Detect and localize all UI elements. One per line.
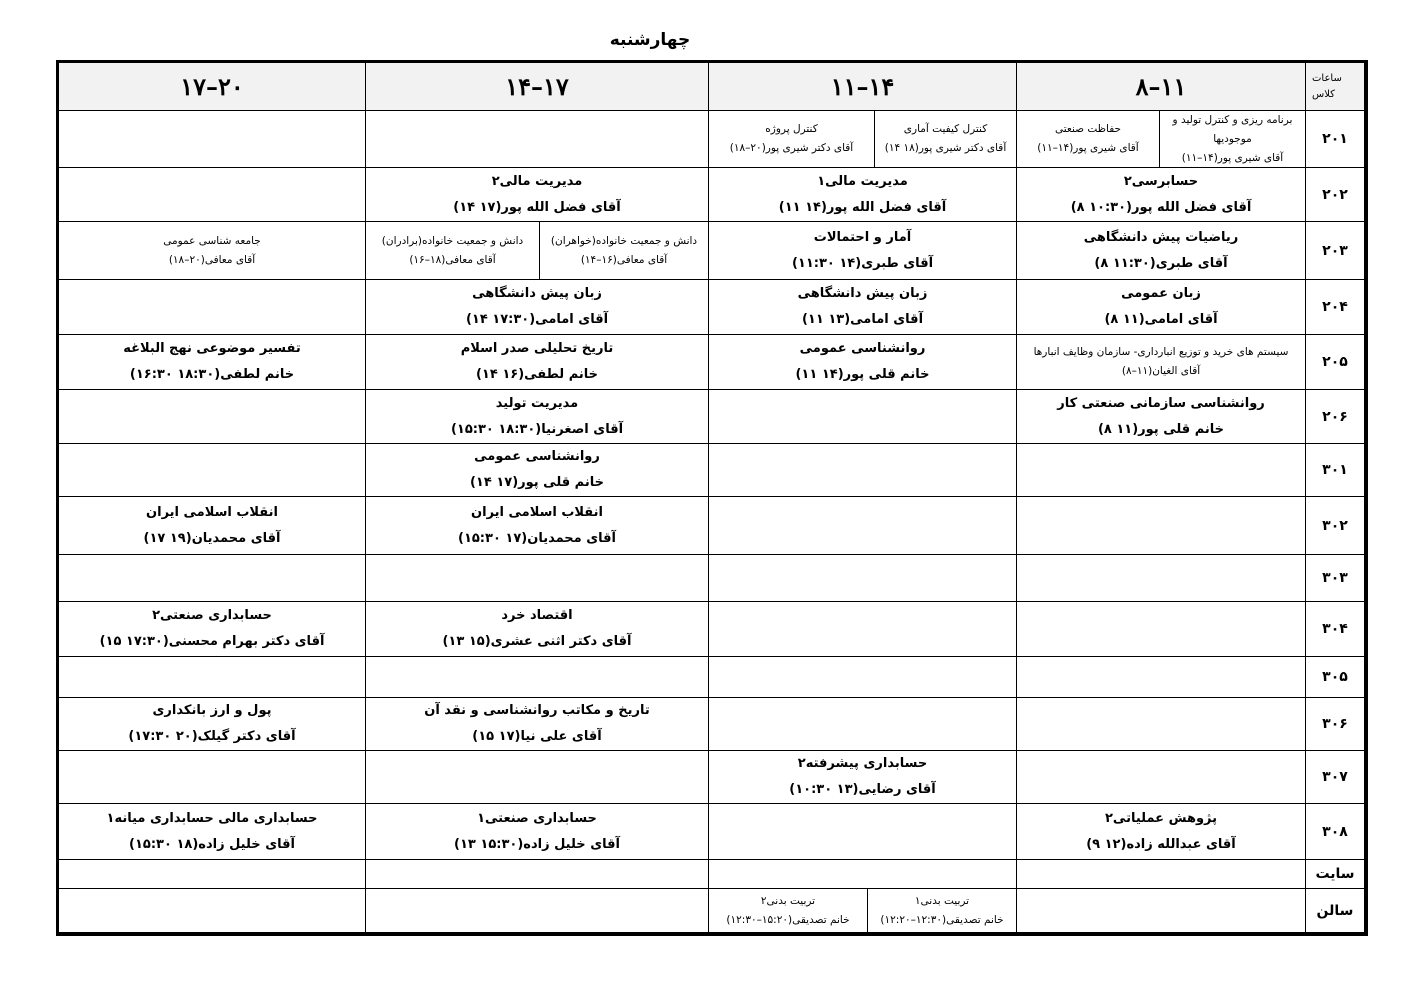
course-name: جامعه شناسی عمومی bbox=[163, 234, 261, 247]
class-cell bbox=[540, 222, 709, 280]
class-cell bbox=[1017, 111, 1160, 168]
class-cell bbox=[59, 698, 366, 751]
course-name: تاریخ تحلیلی صدر اسلام bbox=[460, 341, 614, 356]
course-name: دانش و جمعیت خانواده(خواهران) bbox=[550, 234, 698, 247]
empty-slot bbox=[366, 555, 709, 602]
header-slot-0: ۸–۱۱ bbox=[1017, 63, 1306, 111]
instructor-time: آقای دکتر بهرام محسنی(۱۷:۳۰ ۱۵) bbox=[99, 634, 325, 649]
course-name: حفاظت صنعتی bbox=[1054, 123, 1122, 135]
instructor-time: آقای محمدیان(۱۷ ۱۵:۳۰) bbox=[457, 530, 617, 546]
instructor-time: آقای معافی(۱۸–۱۶) bbox=[409, 253, 496, 266]
header-slot-3: ۱۷–۲۰ bbox=[59, 63, 366, 111]
empty-slot bbox=[1017, 444, 1306, 497]
header-slot-2: ۱۴–۱۷ bbox=[366, 63, 709, 111]
course-name: روانشناسی سازمانی صنعتی کار bbox=[1057, 395, 1265, 411]
room-number: سالن bbox=[1306, 889, 1365, 933]
empty-slot bbox=[709, 497, 1017, 555]
course-name: دانش و جمعیت خانواده(برادران) bbox=[381, 234, 524, 247]
instructor-time: خانم قلی پور(۱۴ ۱۱) bbox=[795, 367, 930, 382]
room-number: ۳۰۲ bbox=[1306, 497, 1365, 555]
instructor-time: آقای رضایی(۱۳ ۱۰:۳۰) bbox=[789, 782, 936, 797]
header-slot-1: ۱۱–۱۴ bbox=[709, 63, 1017, 111]
header-label: ساعات bbox=[1312, 72, 1342, 84]
instructor-time: خانم لطفی(۱۶ ۱۴) bbox=[475, 367, 599, 382]
course-name: روانشناسی عمومی bbox=[474, 449, 600, 464]
empty-slot bbox=[709, 860, 1017, 889]
empty-slot bbox=[59, 390, 366, 444]
instructor-time: آقای دکتر شیری پور(۱۸ ۱۴) bbox=[884, 142, 1007, 154]
class-cell bbox=[1017, 335, 1306, 390]
course-name: زبان پیش دانشگاهی bbox=[472, 286, 602, 301]
class-cell bbox=[366, 698, 709, 751]
instructor-time: آقای طبری(۱۴ ۱۱:۳۰) bbox=[791, 255, 934, 271]
class-cell bbox=[709, 335, 1017, 390]
class-cell bbox=[709, 222, 1017, 280]
room-number: ۳۰۵ bbox=[1306, 657, 1365, 698]
class-cell bbox=[366, 804, 709, 860]
instructor-time: آقای علی نیا(۱۷ ۱۵) bbox=[472, 729, 602, 744]
empty-slot bbox=[709, 602, 1017, 657]
course-name: حسابرسی۲ bbox=[1123, 173, 1199, 189]
course-name: انقلاب اسلامی ایران bbox=[471, 504, 603, 520]
instructor-time: خانم تصدیقی(۱۲:۳۰–۱۲:۲۰) bbox=[880, 913, 1004, 926]
class-cell bbox=[1017, 804, 1306, 860]
room-number: ۲۰۲ bbox=[1306, 168, 1365, 222]
empty-slot bbox=[709, 555, 1017, 602]
class-cell bbox=[709, 280, 1017, 335]
class-cell bbox=[366, 168, 709, 222]
instructor-time: آقای دکتر شیری پور(۲۰–۱۸) bbox=[729, 142, 854, 154]
empty-slot bbox=[709, 444, 1017, 497]
instructor-time: آقای فضل الله پور(۱۷ ۱۴) bbox=[453, 199, 621, 215]
class-cell bbox=[366, 602, 709, 657]
empty-slot bbox=[1017, 889, 1306, 933]
empty-slot bbox=[366, 657, 709, 698]
class-cell bbox=[875, 111, 1017, 168]
room-number: ۲۰۴ bbox=[1306, 280, 1365, 335]
class-cell bbox=[59, 804, 366, 860]
empty-slot bbox=[1017, 657, 1306, 698]
course-name: انقلاب اسلامی ایران bbox=[146, 504, 278, 520]
class-cell bbox=[59, 335, 366, 390]
schedule-table bbox=[56, 60, 1368, 936]
course-name: روانشناسی عمومی bbox=[799, 341, 926, 356]
course-name: مدیریت مالی۱ bbox=[817, 173, 908, 189]
class-cell bbox=[709, 168, 1017, 222]
empty-slot bbox=[1017, 698, 1306, 751]
header-hours-label bbox=[1306, 63, 1365, 111]
course-name: پژوهش عملیاتی۲ bbox=[1104, 810, 1218, 826]
course-name: سیستم های خرید و توزیع انبارداری- سازمان وظایف انبارها bbox=[1033, 346, 1289, 358]
instructor-time: آقای خلیل زاده(۱۵:۳۰ ۱۳) bbox=[454, 836, 620, 852]
instructor-time: خانم تصدیقی(۱۵:۲۰–۱۲:۳۰) bbox=[726, 913, 850, 926]
instructor-time: آقای محمدیان(۱۹ ۱۷) bbox=[143, 530, 281, 546]
class-cell bbox=[366, 335, 709, 390]
room-number: ۳۰۳ bbox=[1306, 555, 1365, 602]
class-cell bbox=[1017, 168, 1306, 222]
course-name: حسابداری صنعتی۱ bbox=[477, 810, 597, 826]
empty-slot bbox=[709, 698, 1017, 751]
course-name: حسابداری صنعتی۲ bbox=[152, 608, 272, 623]
instructor-time: خانم قلی پور(۱۱ ۸) bbox=[1097, 421, 1225, 437]
class-cell bbox=[59, 602, 366, 657]
instructor-time: آقای الغیان(۱۱–۸) bbox=[1121, 365, 1201, 377]
instructor-time: آقای شیری پور(۱۴–۱۱) bbox=[1181, 151, 1284, 164]
course-name: آمار و احتمالات bbox=[813, 229, 912, 245]
room-number: ۲۰۱ bbox=[1306, 111, 1365, 168]
class-cell bbox=[366, 280, 709, 335]
class-cell bbox=[366, 497, 709, 555]
room-number: سایت bbox=[1306, 860, 1365, 889]
class-cell bbox=[59, 222, 366, 280]
class-cell bbox=[1017, 222, 1306, 280]
room-number: ۳۰۸ bbox=[1306, 804, 1365, 860]
room-number: ۲۰۵ bbox=[1306, 335, 1365, 390]
empty-slot bbox=[1017, 751, 1306, 804]
empty-slot bbox=[709, 657, 1017, 698]
room-number: ۳۰۴ bbox=[1306, 602, 1365, 657]
class-cell bbox=[868, 889, 1017, 933]
empty-slot bbox=[1017, 497, 1306, 555]
class-cell bbox=[366, 390, 709, 444]
class-cell bbox=[709, 889, 868, 933]
empty-slot bbox=[59, 444, 366, 497]
class-cell bbox=[1017, 280, 1306, 335]
room-number: ۲۰۶ bbox=[1306, 390, 1365, 444]
instructor-time: آقای طبری(۱۱:۳۰ ۸) bbox=[1094, 255, 1228, 271]
instructor-time: آقای معافی(۲۰–۱۸) bbox=[168, 253, 256, 266]
instructor-time: خانم لطفی(۱۸:۳۰ ۱۶:۳۰) bbox=[129, 367, 295, 382]
empty-slot bbox=[366, 889, 709, 933]
empty-slot bbox=[59, 555, 366, 602]
instructor-time: آقای شیری پور(۱۴–۱۱) bbox=[1037, 142, 1139, 154]
course-name: حسابداری مالی حسابداری میانه۱ bbox=[106, 810, 318, 826]
course-name: برنامه ریزی و کنترل تولید و موجودیها bbox=[1172, 113, 1293, 145]
empty-slot bbox=[366, 860, 709, 889]
course-name: زبان پیش دانشگاهی bbox=[797, 286, 928, 301]
header-label: کلاس bbox=[1312, 88, 1335, 100]
course-name: پول و ارز بانکداری bbox=[152, 703, 272, 718]
empty-slot bbox=[59, 280, 366, 335]
page-title: چهارشنبه bbox=[609, 30, 691, 50]
instructor-time: آقای امامی(۱۱ ۸) bbox=[1104, 312, 1218, 327]
course-name: مدیریت مالی۲ bbox=[491, 173, 583, 189]
room-number: ۳۰۱ bbox=[1306, 444, 1365, 497]
room-number: ۳۰۶ bbox=[1306, 698, 1365, 751]
empty-slot bbox=[366, 751, 709, 804]
course-name: کنترل کیفیت آماری bbox=[903, 123, 988, 135]
room-number: ۳۰۷ bbox=[1306, 751, 1365, 804]
room-number: ۲۰۳ bbox=[1306, 222, 1365, 280]
course-name: زبان عمومی bbox=[1121, 286, 1201, 301]
instructor-time: آقای عبدالله زاده(۱۲ ۹) bbox=[1086, 836, 1236, 852]
course-name: تربیت بدنی۲ bbox=[760, 894, 816, 907]
course-name: مدیریت تولید bbox=[495, 395, 579, 411]
class-cell bbox=[366, 444, 709, 497]
empty-slot bbox=[709, 390, 1017, 444]
instructor-time: آقای خلیل زاده(۱۸ ۱۵:۳۰) bbox=[129, 836, 295, 852]
empty-slot bbox=[1017, 555, 1306, 602]
instructor-time: آقای دکتر گیلک(۲۰ ۱۷:۳۰) bbox=[128, 729, 296, 744]
course-name: تاریخ و مکاتب روانشناسی و نقد آن bbox=[424, 703, 650, 718]
empty-slot bbox=[59, 111, 366, 168]
course-name: تفسیر موضوعی نهج البلاغه bbox=[123, 341, 301, 356]
empty-slot bbox=[709, 804, 1017, 860]
empty-slot bbox=[59, 657, 366, 698]
empty-slot bbox=[59, 751, 366, 804]
class-cell bbox=[366, 222, 540, 280]
instructor-time: آقای معافی(۱۶–۱۴) bbox=[580, 253, 668, 266]
course-name: اقتصاد خرد bbox=[501, 608, 573, 623]
instructor-time: آقای فضل الله پور(۱۰:۳۰ ۸) bbox=[1070, 199, 1252, 215]
class-cell bbox=[709, 111, 875, 168]
course-name: ریاضیات پیش دانشگاهی bbox=[1083, 229, 1239, 245]
class-cell bbox=[1017, 390, 1306, 444]
empty-slot bbox=[59, 860, 366, 889]
instructor-time: آقای اصغرنیا(۱۸:۳۰ ۱۵:۳۰) bbox=[450, 421, 624, 437]
class-cell bbox=[59, 497, 366, 555]
empty-slot bbox=[59, 889, 366, 933]
course-name: تربیت بدنی۱ bbox=[914, 894, 970, 907]
instructor-time: آقای امامی(۱۳ ۱۱) bbox=[801, 312, 924, 327]
empty-slot bbox=[59, 168, 366, 222]
instructor-time: آقای دکتر اثنی عشری(۱۵ ۱۳) bbox=[442, 634, 632, 649]
empty-slot bbox=[1017, 860, 1306, 889]
empty-slot bbox=[1017, 602, 1306, 657]
instructor-time: آقای امامی(۱۷:۳۰ ۱۴) bbox=[465, 312, 609, 327]
course-name: کنترل پروژه bbox=[765, 123, 818, 135]
class-cell bbox=[1160, 111, 1306, 168]
course-name: حسابداری پیشرفته۲ bbox=[797, 756, 928, 771]
class-cell bbox=[709, 751, 1017, 804]
empty-slot bbox=[366, 111, 709, 168]
instructor-time: آقای فضل الله پور(۱۴ ۱۱) bbox=[778, 199, 947, 215]
instructor-time: خانم قلی پور(۱۷ ۱۴) bbox=[469, 475, 605, 490]
